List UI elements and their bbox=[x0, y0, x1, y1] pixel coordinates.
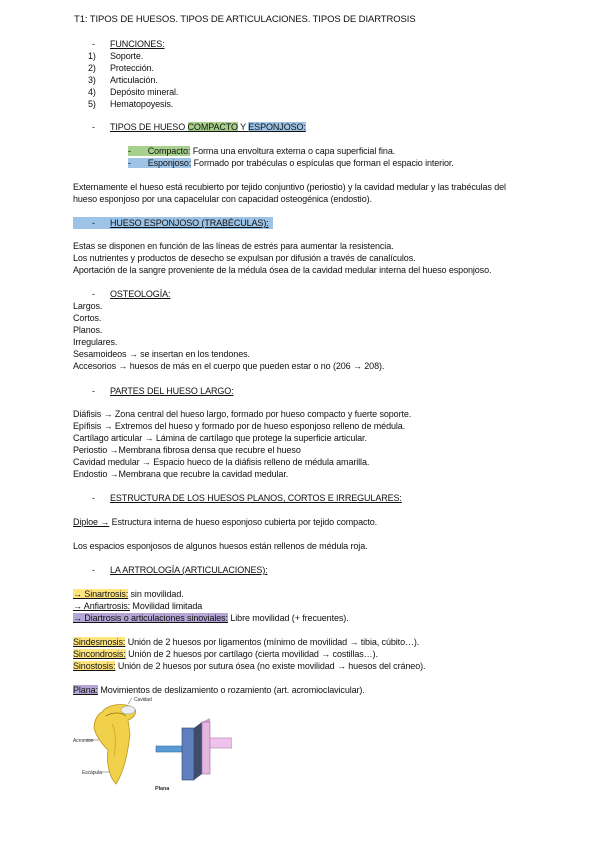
list-item: Largos. bbox=[73, 301, 103, 311]
bullet-dash: - bbox=[92, 122, 95, 132]
paragraph-line: hueso esponjoso por una capacelular con capacidad osteogénica (endostio). bbox=[73, 194, 372, 204]
list-item: Epífisis → Extremos del hueso y formado por de hueso esponjoso relleno de médula. bbox=[73, 421, 406, 431]
list-item: Accesorios → huesos de más en el cuerpo que pueden estar o no (206 → 208). bbox=[73, 361, 385, 371]
list-item: 5) Hematopoyesis. bbox=[88, 99, 174, 110]
sinartrosis-line: → Sinartrosis: sin movilidad. bbox=[73, 589, 184, 599]
list-item: Sesamoideos → se insertan en los tendones. bbox=[73, 349, 250, 359]
osteologia-header: OSTEOLOGÍA: bbox=[110, 289, 171, 299]
funciones-header: FUNCIONES: bbox=[110, 39, 165, 49]
funciones-list bbox=[88, 50, 178, 110]
bullet-dash: - bbox=[92, 218, 95, 228]
list-item: Cortos. bbox=[73, 313, 102, 323]
artrologia-header: LA ARTROLOGÍA (ARTICULACIONES): bbox=[110, 565, 268, 575]
list-item: 3) Articulación. bbox=[88, 75, 158, 86]
figure-label-acromion: Acromion bbox=[73, 738, 94, 744]
list-item: 4) Depósito mineral. bbox=[88, 87, 179, 98]
esponjoso-header: HUESO ESPONJOSO (TRABÉCULAS): bbox=[110, 218, 269, 228]
figure-label-cavidad: Cavidad bbox=[134, 697, 152, 703]
diploe-line: Diploe → Estructura interna de hueso esponjoso cubierta por tejido compacto. bbox=[73, 517, 378, 527]
paragraph-line: Aportación de la sangre proveniente de la médula ósea de la cavidad medular interna del hueso esponjoso. bbox=[73, 265, 492, 275]
list-item: Irregulares. bbox=[73, 337, 118, 347]
paragraph-line: Los espacios esponjosos de algunos huesos están rellenos de médula roja. bbox=[73, 541, 368, 551]
list-item: Cartílago articular → Lámina de cartílago que protege la superficie articular. bbox=[73, 433, 367, 443]
bullet-dash: - bbox=[92, 289, 95, 299]
list-item: Diáfisis → Zona central del hueso largo, formado por hueso compacto y fuerte soporte. bbox=[73, 409, 412, 419]
plana-line: Plana: Movimientos de deslizamiento o rozamiento (art. acromioclavicular). bbox=[73, 685, 365, 695]
sindesmosis-line: Sindesmosis: Unión de 2 huesos por ligamentos (mínimo de movilidad → tibia, cúbito…). bbox=[73, 637, 420, 647]
tipos-header: TIPOS DE HUESO COMPACTO Y ESPONJOSO: bbox=[110, 122, 306, 132]
partes-header: PARTES DEL HUESO LARGO: bbox=[110, 386, 234, 396]
bullet-dash: - bbox=[92, 565, 95, 575]
list-item: Periostio →Membrana fibrosa densa que recubre el hueso bbox=[73, 445, 301, 455]
anfiartrosis-line: → Anfiartrosis: Movilidad limitada bbox=[73, 601, 203, 611]
paragraph-line: Externamente el hueso está recubierto por tejido conjuntivo (periostio) y la cavidad medular y las trabéculas del bbox=[73, 182, 506, 192]
estructura-header: ESTRUCTURA DE LOS HUESOS PLANOS, CORTOS E IRREGULARES: bbox=[110, 493, 402, 503]
list-item: 1) Soporte. bbox=[88, 51, 144, 61]
plane-joint-model bbox=[156, 718, 232, 780]
document-title: T1: TIPOS DE HUESOS. TIPOS DE ARTICULACIONES. TIPOS DE DIARTROSIS bbox=[74, 14, 416, 25]
bullet-dash: - bbox=[92, 493, 95, 503]
list-item: 2) Protección. bbox=[88, 63, 154, 74]
sincondrosis-line: Sincondrosis: Unión de 2 huesos por cartílago (cierta movilidad → costillas…). bbox=[73, 649, 378, 659]
figure-label-escapula: Escápula bbox=[82, 770, 102, 776]
plane-joint-figure bbox=[72, 694, 232, 798]
bullet-dash: - bbox=[92, 386, 95, 396]
sinostosis-line: Sinostosis: Unión de 2 huesos por sutura ósea (no existe movilidad → huesos del cráneo). bbox=[73, 661, 426, 671]
list-item: Planos. bbox=[73, 325, 103, 335]
figure-caption: Plana bbox=[155, 786, 170, 792]
diartrosis-line: → Diartrosis o articulaciones sinoviales: Libre movilidad (+ frecuentes). bbox=[73, 613, 349, 623]
paragraph-line: Estas se disponen en función de las líneas de estrés para aumentar la resistencia. bbox=[73, 241, 394, 251]
paragraph-line: Los nutrientes y productos de desecho se expulsan por difusión a través de canalículos. bbox=[73, 253, 416, 263]
list-item: Cavidad medular → Espacio hueco de la diáfisis relleno de médula amarilla. bbox=[73, 457, 370, 467]
esponjoso-line: - Esponjoso: Formado por trabéculas o espículas que forman el espacio interior. bbox=[128, 158, 454, 168]
list-item: Endostio →Membrana que recubre la cavidad medular. bbox=[73, 469, 289, 479]
bullet-dash: - bbox=[92, 39, 95, 49]
compacto-line: - Compacto: Forma una envoltura externa o capa superficial fina. bbox=[128, 146, 396, 156]
